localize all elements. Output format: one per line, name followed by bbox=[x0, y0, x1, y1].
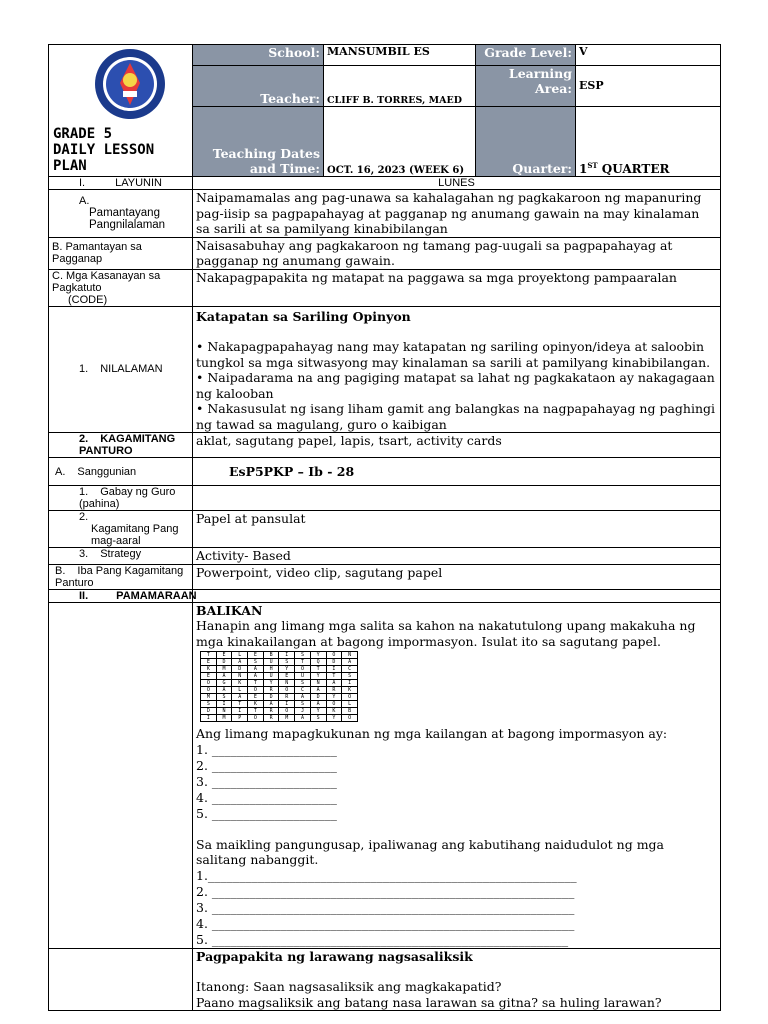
word-search-cell: L bbox=[232, 652, 248, 659]
word-search-cell: O bbox=[248, 687, 264, 694]
word-search-cell: T bbox=[326, 673, 342, 680]
gabay-label bbox=[49, 486, 193, 511]
pagpapakita-q1: Itanong: Saan nagsasaliksik ang magkakapatid? bbox=[196, 979, 502, 994]
iba-pang-value: Powerpoint, video clip, sagutang papel bbox=[193, 564, 721, 589]
word-search-cell: M bbox=[279, 715, 295, 722]
balikan-cell bbox=[193, 602, 721, 948]
ib-text: Iba Pang Kagamitang Panturo bbox=[55, 564, 184, 589]
layunin-text: LAYUNIN bbox=[115, 177, 162, 189]
word-search-row bbox=[201, 652, 358, 659]
word-search-cell: N bbox=[216, 708, 232, 715]
word-search-cell: K bbox=[248, 701, 264, 708]
deped-seal-icon bbox=[93, 47, 167, 121]
kagamitang-label bbox=[49, 433, 193, 458]
word-search-cell: I bbox=[216, 701, 232, 708]
title-line-1: GRADE 5 bbox=[53, 126, 113, 142]
grade-value: V bbox=[576, 45, 721, 66]
word-search-cell: B bbox=[342, 708, 358, 715]
word-search-cell: H bbox=[263, 666, 279, 673]
kagamitang-value: aklat, sagutang papel, lapis, tsart, activity cards bbox=[193, 433, 721, 458]
word-search-cell: D bbox=[263, 694, 279, 701]
word-search-cell: Y bbox=[263, 680, 279, 687]
word-search-cell: A bbox=[310, 687, 326, 694]
word-search-cell: A bbox=[232, 659, 248, 666]
word-search-cell: C bbox=[342, 666, 358, 673]
word-search-cell: I bbox=[201, 715, 217, 722]
pagpapakita-q2: Paano magsaliksik ang batang nasa larawan sa gitna? sa huling larawan? bbox=[196, 994, 662, 1010]
c-text: C. Mga Kasanayan sa Pagkatuto bbox=[52, 269, 161, 294]
sanggunian-label bbox=[49, 458, 193, 486]
balikan-left bbox=[49, 602, 193, 948]
q1-line-1: 1. ____________________ bbox=[196, 741, 337, 757]
word-search-cell: N bbox=[310, 680, 326, 687]
word-search-cell: S bbox=[279, 659, 295, 666]
pamantayan-pagganap-label: B. Pamantayan sa Pagganap bbox=[49, 237, 193, 269]
title-cell bbox=[49, 45, 193, 177]
word-search-cell: O bbox=[326, 701, 342, 708]
word-search-cell: A bbox=[216, 687, 232, 694]
word-search-cell: A bbox=[263, 701, 279, 708]
word-search-cell: D bbox=[216, 659, 232, 666]
nilalaman-value bbox=[193, 306, 721, 433]
nilalaman-title: Katapatan sa Sariling Opinyon bbox=[196, 308, 411, 324]
p-text: PAMAMARAAN bbox=[116, 589, 197, 602]
word-search-cell: T bbox=[248, 708, 264, 715]
word-search-cell: S bbox=[201, 701, 217, 708]
word-search-cell: K bbox=[326, 708, 342, 715]
p-num: II. bbox=[79, 589, 89, 602]
q2-line-3: 3. __________________________________________________________ bbox=[196, 899, 575, 915]
q2-line-4: 4. __________________________________________________________ bbox=[196, 915, 575, 931]
word-search-row bbox=[201, 715, 358, 722]
balikan-instruction: Hanapin ang limang mga salita sa kahon na nakatutulong upang makakuha ng mga kinakailangan at bagong impormasyon. Isulat ito sa sagutang papel. bbox=[196, 618, 696, 649]
kagamitang-mag-aaral-label bbox=[49, 511, 193, 548]
title-line-2: DAILY LESSON bbox=[53, 142, 155, 158]
word-search-row bbox=[201, 673, 358, 680]
word-search-cell: I bbox=[342, 680, 358, 687]
word-search-cell: J bbox=[295, 708, 311, 715]
pagpapakita-cell bbox=[193, 948, 721, 1011]
km-text: Kagamitang Pang mag-aaral bbox=[91, 523, 179, 547]
word-search-cell: Y bbox=[279, 666, 295, 673]
word-search-cell: T bbox=[248, 680, 264, 687]
k-num: 2. bbox=[79, 433, 89, 445]
word-search-cell: M bbox=[216, 715, 232, 722]
word-search-cell: D bbox=[201, 708, 217, 715]
st-text: Strategy bbox=[100, 548, 142, 560]
word-search-cell: O bbox=[342, 694, 358, 701]
word-search-cell: D bbox=[310, 694, 326, 701]
s-text: Sanggunian bbox=[77, 465, 137, 478]
dates-label-2: and Time: bbox=[249, 161, 320, 176]
pagpapakita-left bbox=[49, 948, 193, 1011]
n-text: NILALAMAN bbox=[100, 363, 163, 376]
word-search-cell: R bbox=[263, 708, 279, 715]
strategy-value: Activity- Based bbox=[193, 548, 721, 565]
word-search-cell: S bbox=[295, 680, 311, 687]
quarter-sup: ST bbox=[587, 161, 598, 170]
word-search-cell: E bbox=[279, 673, 295, 680]
g-text: Gabay ng Guro (pahina) bbox=[79, 486, 176, 510]
q2-line-2: 2. __________________________________________________________ bbox=[196, 883, 575, 899]
word-search-cell: M bbox=[216, 666, 232, 673]
word-search-cell: S bbox=[310, 715, 326, 722]
school-label: School: bbox=[193, 45, 324, 66]
word-search-cell: E bbox=[201, 659, 217, 666]
st-num: 3. bbox=[79, 548, 89, 560]
area-value: ESP bbox=[576, 65, 721, 106]
g-num: 1. bbox=[79, 486, 89, 498]
sanggunian-value: EsP5PKP – Ib - 28 bbox=[193, 458, 721, 486]
area-label-2: Area: bbox=[535, 80, 572, 96]
word-search-cell: A bbox=[248, 673, 264, 680]
n-num: 1. bbox=[79, 363, 89, 376]
word-search-cell: N bbox=[232, 673, 248, 680]
q1-line-2: 2. ____________________ bbox=[196, 757, 337, 773]
word-search-cell: R bbox=[263, 715, 279, 722]
word-search-cell: D bbox=[326, 659, 342, 666]
word-search-cell: K bbox=[342, 687, 358, 694]
word-search-cell: T bbox=[310, 666, 326, 673]
nilalaman-bullet-3: • Nakasusulat ng isang liham gamit ang balangkas na nagpapahayag ng paghingi ng tawad sa magulang, guro o kaibigan bbox=[196, 401, 715, 432]
ib-num: B. bbox=[55, 564, 66, 577]
pagpapakita-title: Pagpapakita ng larawang nagsasaliksik bbox=[196, 948, 473, 964]
word-search-cell: N bbox=[279, 680, 295, 687]
word-search-cell: S bbox=[295, 652, 311, 659]
word-search-cell: Y bbox=[310, 652, 326, 659]
layunin-num: I. bbox=[79, 177, 86, 189]
word-search-cell: O bbox=[326, 652, 342, 659]
word-search-cell: B bbox=[263, 652, 279, 659]
pamamaraan-value bbox=[193, 589, 721, 602]
lesson-plan-table bbox=[48, 44, 721, 1011]
word-search-cell: S bbox=[248, 659, 264, 666]
iba-pang-label bbox=[49, 564, 193, 589]
word-search-row bbox=[201, 666, 358, 673]
balikan-title: BALIKAN bbox=[196, 602, 263, 618]
area-label bbox=[476, 65, 576, 106]
word-search-cell: S bbox=[216, 694, 232, 701]
dates-label bbox=[193, 107, 324, 177]
word-search-cell: O bbox=[279, 708, 295, 715]
word-search-cell: T bbox=[295, 659, 311, 666]
word-search-cell: E bbox=[248, 652, 264, 659]
word-search-cell: I bbox=[279, 652, 295, 659]
teacher-label: Teacher: bbox=[193, 65, 324, 106]
word-search-cell: U bbox=[263, 673, 279, 680]
word-search-cell: U bbox=[295, 673, 311, 680]
word-search-row bbox=[201, 687, 358, 694]
gabay-value bbox=[193, 486, 721, 511]
word-search-cell: A bbox=[342, 659, 358, 666]
word-search-cell: D bbox=[232, 666, 248, 673]
area-label-1: Learning bbox=[508, 65, 572, 81]
word-search-cell: A bbox=[310, 701, 326, 708]
word-search-cell: R bbox=[263, 687, 279, 694]
word-search-cell: I bbox=[232, 708, 248, 715]
word-search-cell: E bbox=[216, 652, 232, 659]
q1-line-5: 5. ____________________ bbox=[196, 805, 337, 821]
word-search-cell: A bbox=[326, 680, 342, 687]
word-search-cell: O bbox=[248, 715, 264, 722]
word-search-cell: A bbox=[295, 694, 311, 701]
word-search-row bbox=[201, 694, 358, 701]
teacher-value: CLIFF B. TORRES, MAED bbox=[324, 65, 476, 106]
word-search-cell: E bbox=[248, 694, 264, 701]
q1-line-3: 3. ____________________ bbox=[196, 773, 337, 789]
word-search-grid bbox=[200, 651, 358, 722]
word-search-cell: K bbox=[232, 680, 248, 687]
word-search-cell: I bbox=[279, 701, 295, 708]
word-search-cell: Y bbox=[326, 715, 342, 722]
word-search-cell: L bbox=[342, 701, 358, 708]
s-num: A. bbox=[55, 465, 66, 478]
pamamaraan-label bbox=[49, 589, 197, 602]
title-line-3: PLAN bbox=[53, 158, 87, 174]
kagamitang-mag-aaral-value: Papel at pansulat bbox=[193, 511, 721, 548]
k-text: KAGAMITANG PANTURO bbox=[79, 433, 176, 457]
word-search-cell: Q bbox=[310, 659, 326, 666]
word-search-cell: L bbox=[232, 687, 248, 694]
nilalaman-label bbox=[49, 306, 193, 433]
word-search-cell: I bbox=[326, 666, 342, 673]
word-search-cell: A bbox=[232, 694, 248, 701]
pamantayan-pagganap-value: Naisasabuhay ang pagkakaroon ng tamang pag-uugali sa pagpapahayag at pagganap ng anumang gawain. bbox=[193, 237, 721, 269]
dates-label-1: Teaching Dates bbox=[212, 146, 320, 161]
word-search-cell: Y bbox=[310, 708, 326, 715]
word-search-cell: N bbox=[342, 652, 358, 659]
q2-line-1: 1.___________________________________________________________ bbox=[196, 867, 577, 883]
strategy-label bbox=[49, 548, 193, 565]
word-search-cell: A bbox=[248, 666, 264, 673]
word-search-cell: R bbox=[326, 687, 342, 694]
km-num: 2. bbox=[79, 511, 89, 523]
word-search-cell: R bbox=[279, 694, 295, 701]
word-search-cell: Y bbox=[310, 673, 326, 680]
word-search-cell: G bbox=[216, 680, 232, 687]
q1-line-4: 4. ____________________ bbox=[196, 789, 337, 805]
nilalaman-bullet-1: • Nakapagpapahayag nang may katapatan ng sariling opinyon/ideya at saloobin tungkol sa mga sitwasyong may kinalaman sa sarili at pamilyang kinabibilangan. bbox=[196, 339, 711, 370]
word-search-cell: O bbox=[279, 687, 295, 694]
word-search-cell: A bbox=[216, 673, 232, 680]
word-search-row bbox=[201, 659, 358, 666]
pamantayang-pangnilalaman-label bbox=[49, 190, 193, 238]
quarter-num: 1 bbox=[579, 162, 588, 176]
word-search-row bbox=[201, 680, 358, 687]
word-search-cell: O bbox=[201, 687, 217, 694]
quarter-label: Quarter: bbox=[476, 107, 576, 177]
c-code: (CODE) bbox=[68, 293, 108, 306]
word-search-cell: K bbox=[201, 666, 217, 673]
word-search-cell: O bbox=[201, 680, 217, 687]
layunin-label bbox=[49, 177, 193, 190]
lesson-plan-page bbox=[48, 44, 720, 1011]
dates-value: OCT. 16, 2023 (WEEK 6) bbox=[324, 107, 476, 177]
word-search-cell: A bbox=[295, 715, 311, 722]
word-search-cell: T bbox=[201, 652, 217, 659]
kasanayan-label bbox=[49, 269, 193, 306]
nilalaman-bullet-2: • Naipadarama na ang pagiging matapat sa lahat ng pagkakataon ay nakagagaan ng kalooban bbox=[196, 370, 715, 401]
word-search-cell: Y bbox=[326, 694, 342, 701]
q2-line-5: 5. _________________________________________________________ bbox=[196, 931, 569, 947]
kasanayan-value: Nakapagpapakita ng matapat na paggawa sa mga proyektong pampaaralan bbox=[193, 269, 721, 306]
balikan-q2: Sa maikling pangungusap, ipaliwanag ang kabutihang naidudulot ng mga salitang nabanggit. bbox=[196, 836, 665, 867]
quarter-rest: QUARTER bbox=[597, 162, 670, 176]
quarter-value bbox=[576, 107, 721, 177]
word-search-row bbox=[201, 701, 358, 708]
word-search-cell: T bbox=[232, 701, 248, 708]
word-search-cell: P bbox=[232, 715, 248, 722]
word-search-cell: S bbox=[342, 673, 358, 680]
word-search-cell: M bbox=[201, 694, 217, 701]
pamantayang-pangnilalaman-value: Naipamamalas ang pag-unawa sa kahalagahan ng pagkakaroon ng mapanuring pag-iisip sa pagpapahayag at pagganap ng anumang gawain na may kinalaman sa sarili at sa pamilyang kinabibilangan bbox=[193, 190, 721, 238]
a-text: Pamantayang Pangnilalaman bbox=[89, 207, 166, 232]
word-search-row bbox=[201, 708, 358, 715]
balikan-q1: Ang limang mapagkukunan ng mga kailangan at bagong impormasyon ay: bbox=[196, 726, 668, 741]
day-label: LUNES bbox=[193, 177, 721, 190]
grade-label: Grade Level: bbox=[476, 45, 576, 66]
word-search-cell: O bbox=[342, 715, 358, 722]
word-search-cell: C bbox=[295, 687, 311, 694]
word-search-cell: O bbox=[295, 666, 311, 673]
word-search-cell: E bbox=[201, 673, 217, 680]
school-value: MANSUMBIL ES bbox=[324, 45, 476, 66]
a-num: A. bbox=[79, 195, 90, 208]
word-search-cell: U bbox=[263, 659, 279, 666]
word-search-cell: S bbox=[295, 701, 311, 708]
